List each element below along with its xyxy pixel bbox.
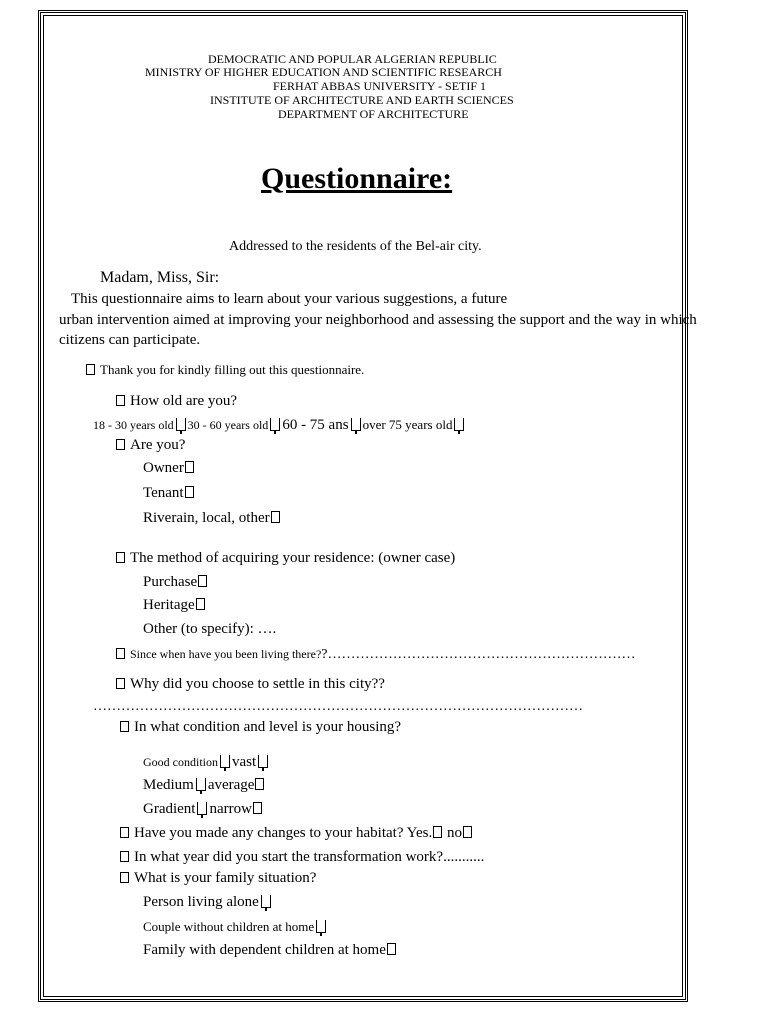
method-other: Other (to specify): …. xyxy=(143,621,277,637)
answer-line-since[interactable]: ?………………………………………………………… xyxy=(321,647,636,662)
question-method xyxy=(116,551,455,566)
thanks-line xyxy=(86,363,364,376)
condition-narrow-label: narrow xyxy=(209,801,252,817)
checkbox-living-alone[interactable] xyxy=(261,895,271,908)
checkbox-medium[interactable] xyxy=(196,778,206,791)
family-children xyxy=(143,943,397,958)
checkbox-heritage[interactable] xyxy=(196,598,205,610)
question-changes xyxy=(120,826,473,841)
method-heritage xyxy=(143,598,206,613)
checkbox-yes[interactable] xyxy=(433,826,442,838)
bullet-icon xyxy=(120,721,129,732)
condition-average-label: average xyxy=(207,777,255,793)
family-children-label: Family with dependent children at home xyxy=(143,942,386,958)
status-tenant-label: Tenant xyxy=(143,485,184,501)
bullet-icon xyxy=(116,678,125,689)
question-year xyxy=(120,850,484,865)
status-other xyxy=(143,511,281,526)
checkbox-average[interactable] xyxy=(255,778,264,790)
method-purchase xyxy=(143,575,208,590)
question-condition xyxy=(120,720,401,735)
condition-row-3 xyxy=(143,802,263,817)
method-heritage-label: Heritage xyxy=(143,597,195,613)
condition-gradient-label: Gradient xyxy=(143,801,196,817)
question-year-text: In what year did you start the transformation work?........... xyxy=(134,849,485,865)
intro-line-2: urban intervention aimed at improving your neighborhood and assessing the support and the way in which xyxy=(59,312,697,328)
family-alone xyxy=(143,895,273,910)
checkbox-age-30-60[interactable] xyxy=(270,418,280,431)
age-option-18-30: 18 - 30 years old xyxy=(93,418,174,432)
checkbox-good-condition[interactable] xyxy=(220,755,230,768)
checkbox-riverain[interactable] xyxy=(271,511,280,523)
checkbox-age-60-75[interactable] xyxy=(351,418,361,431)
checkbox-age-18-30[interactable] xyxy=(176,418,186,431)
question-age-text: How old are you? xyxy=(130,393,238,409)
bullet-icon xyxy=(116,439,125,450)
question-changes-text: Have you made any changes to your habitat? Yes. xyxy=(134,825,433,841)
age-option-60-75: 60 - 75 ans xyxy=(282,417,349,433)
question-since xyxy=(116,646,636,662)
changes-no-label: no xyxy=(447,825,463,841)
page-title: Questionnaire: xyxy=(261,162,453,195)
checkbox-couple[interactable] xyxy=(316,920,326,933)
bullet-icon xyxy=(116,395,125,406)
checkbox-vast[interactable] xyxy=(258,755,268,768)
bullet-icon xyxy=(116,552,125,563)
answer-line-why[interactable]: …………………………………………………………………………………………… xyxy=(93,699,583,714)
question-family xyxy=(120,871,316,886)
condition-row-2 xyxy=(143,778,265,793)
age-options xyxy=(93,418,466,433)
bullet-icon xyxy=(120,851,129,862)
question-why-text: Why did you choose to settle in this city?? xyxy=(130,676,385,692)
question-condition-text: In what condition and level is your housing? xyxy=(134,719,402,735)
checkbox-narrow[interactable] xyxy=(253,802,262,814)
bullet-icon xyxy=(116,648,125,659)
question-status xyxy=(116,438,185,453)
status-owner-label: Owner xyxy=(143,460,184,476)
question-method-text: The method of acquiring your residence: (owner case) xyxy=(130,550,456,566)
checkbox-no[interactable] xyxy=(463,826,472,838)
question-since-text: Since when have you been living there? xyxy=(130,647,322,661)
condition-good-label: Good condition xyxy=(143,755,218,769)
checkbox-age-over-75[interactable] xyxy=(454,418,464,431)
checkbox-family-children[interactable] xyxy=(387,943,396,955)
header-ministry: MINISTRY OF HIGHER EDUCATION AND SCIENTIFIC RESEARCH xyxy=(145,65,502,79)
salutation: Madam, Miss, Sir: xyxy=(100,269,220,286)
header-institute: INSTITUTE OF ARCHITECTURE AND EARTH SCIENCES xyxy=(210,93,514,107)
age-option-30-60: 30 - 60 years old xyxy=(187,418,269,432)
question-why xyxy=(116,677,385,692)
condition-row-1 xyxy=(143,754,270,770)
question-family-text: What is your family situation? xyxy=(134,870,317,886)
checkbox-purchase[interactable] xyxy=(198,575,207,587)
intro-line-3: citizens can participate. xyxy=(59,332,201,348)
family-couple-label: Couple without children at home xyxy=(143,919,315,934)
condition-vast-label: vast xyxy=(232,754,257,770)
family-alone-label: Person living alone xyxy=(143,894,259,910)
intro-line-1: This questionnaire aims to learn about your various suggestions, a future xyxy=(71,291,508,307)
thanks-text: Thank you for kindly filling out this questionnaire. xyxy=(100,362,365,377)
addressed-line: Addressed to the residents of the Bel-air city. xyxy=(229,239,482,254)
bullet-icon xyxy=(120,872,129,883)
status-tenant xyxy=(143,486,195,501)
question-status-text: Are you? xyxy=(130,437,186,453)
method-purchase-label: Purchase xyxy=(143,574,198,590)
family-couple xyxy=(143,920,328,933)
question-age xyxy=(116,394,237,409)
header-university: FERHAT ABBAS UNIVERSITY - SETIF 1 xyxy=(273,79,487,93)
header-republic: DEMOCRATIC AND POPULAR ALGERIAN REPUBLIC xyxy=(208,52,497,66)
status-owner xyxy=(143,461,195,476)
checkbox-tenant[interactable] xyxy=(185,486,194,498)
condition-medium-label: Medium xyxy=(143,777,194,793)
checkbox-gradient[interactable] xyxy=(197,802,207,815)
header-department: DEPARTMENT OF ARCHITECTURE xyxy=(278,107,469,121)
status-other-label: Riverain, local, other xyxy=(143,510,270,526)
bullet-icon xyxy=(120,827,129,838)
age-option-over-75: over 75 years old xyxy=(362,417,453,432)
bullet-icon xyxy=(86,364,95,375)
checkbox-owner[interactable] xyxy=(185,461,194,473)
